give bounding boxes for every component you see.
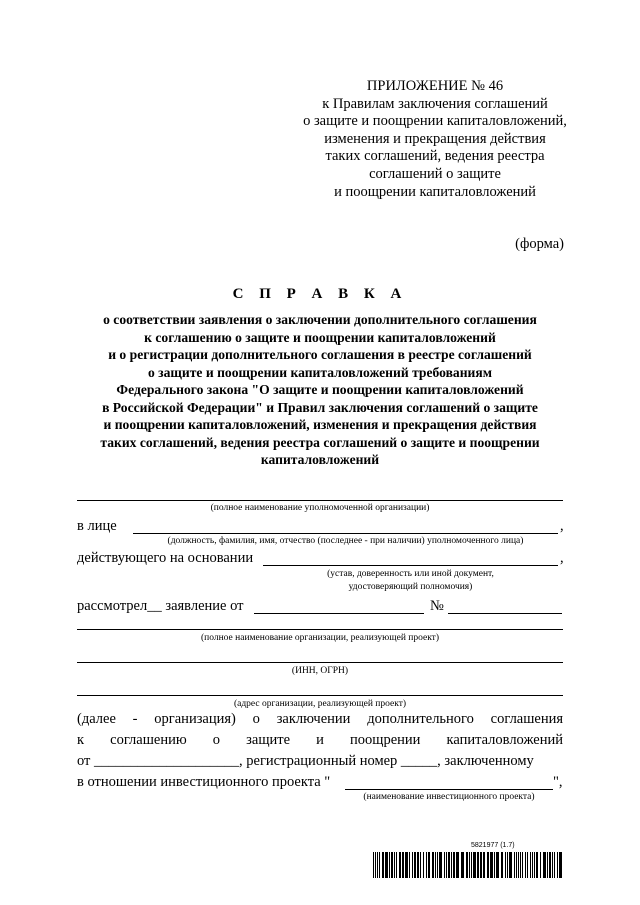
acting-caption: (устав, доверенность или иной документ, — [327, 569, 494, 579]
body-line-4: в отношении инвестиционного проекта " — [77, 774, 331, 790]
barcode-number: 5821977 (1.7) — [471, 842, 515, 849]
project-name-field[interactable] — [345, 789, 553, 790]
subtitle-line: к соглашению о защите и поощрении капиталовложений — [144, 329, 496, 345]
acting-label: действующего на основании — [77, 550, 254, 566]
application-number-field[interactable] — [448, 613, 562, 614]
comma: , — [560, 550, 564, 566]
body-line-1: (далее - организация) о заключении дополнительного соглашения — [77, 711, 564, 727]
subtitle-line: о соответствии заявления о заключении дополнительного соглашения — [103, 312, 537, 327]
project-org-field[interactable] — [77, 629, 563, 630]
address-caption: (адрес организации, реализующей проект) — [233, 699, 407, 709]
subtitle-line: о защите и поощрении капиталовложений требованиям — [147, 364, 493, 380]
annex-line: таких соглашений, ведения реестра — [325, 148, 545, 165]
subtitle-line: Федерального закона "О защите и поощрении капиталовложений — [116, 382, 524, 397]
number-label: № — [430, 598, 444, 614]
body-line-4-end: ", — [553, 774, 563, 790]
subtitle-line: и о регистрации дополнительного соглашения в реестре соглашений — [108, 347, 532, 362]
acting-caption: удостоверяющий полномочия) — [348, 582, 473, 592]
annex-line: о защите и поощрении капиталовложений, — [303, 113, 567, 130]
annex-title: ПРИЛОЖЕНИЕ № 46 — [366, 78, 504, 94]
comma: , — [560, 518, 564, 534]
annex-line: и поощрении капиталовложений — [334, 183, 536, 200]
form-label: (форма) — [515, 236, 564, 252]
org-name-field[interactable] — [77, 500, 563, 501]
project-name-caption: (наименование инвестиционного проекта) — [363, 792, 535, 802]
subtitle-line: и поощрении капиталовложений, изменения и прекращения действия — [103, 417, 537, 432]
barcode-image — [373, 852, 565, 878]
subtitle-line: в Российской Федерации" и Правил заключения соглашений о защите — [102, 399, 538, 415]
application-date-field[interactable] — [254, 613, 424, 614]
annex-line: соглашений о защите — [369, 165, 501, 182]
inn-ogrn-caption: (ИНН, ОГРН) — [291, 666, 349, 676]
org-name-caption: (полное наименование уполномоченной организации) — [210, 503, 430, 513]
in-person-field[interactable] — [133, 533, 558, 534]
inn-ogrn-field[interactable] — [77, 662, 563, 663]
subtitle-line: таких соглашений, ведения реестра соглашений о защите и поощрении — [100, 434, 540, 450]
acting-basis-field[interactable] — [263, 565, 558, 566]
in-person-label: в лице — [77, 518, 117, 534]
annex-line: изменения и прекращения действия — [324, 130, 546, 147]
in-person-caption: (должность, фамилия, имя, отчество (последнее - при наличии) уполномоченного лица) — [167, 536, 524, 546]
address-field[interactable] — [77, 695, 563, 696]
subtitle-line: капиталовложений — [260, 452, 380, 467]
document-title: С П Р А В К А — [232, 286, 408, 302]
annex-line: к Правилам заключения соглашений — [322, 95, 548, 112]
body-line-2: к соглашению о защите и поощрении капиталовложений — [77, 732, 563, 748]
annex-header — [270, 78, 600, 201]
reviewed-label: рассмотрел__ заявление от — [77, 598, 244, 614]
project-org-caption: (полное наименование организации, реализующей проект) — [200, 633, 439, 643]
body-line-3: от ____________________, регистрационный номер _____, заключенному — [77, 753, 534, 769]
document-subtitle — [60, 311, 580, 469]
